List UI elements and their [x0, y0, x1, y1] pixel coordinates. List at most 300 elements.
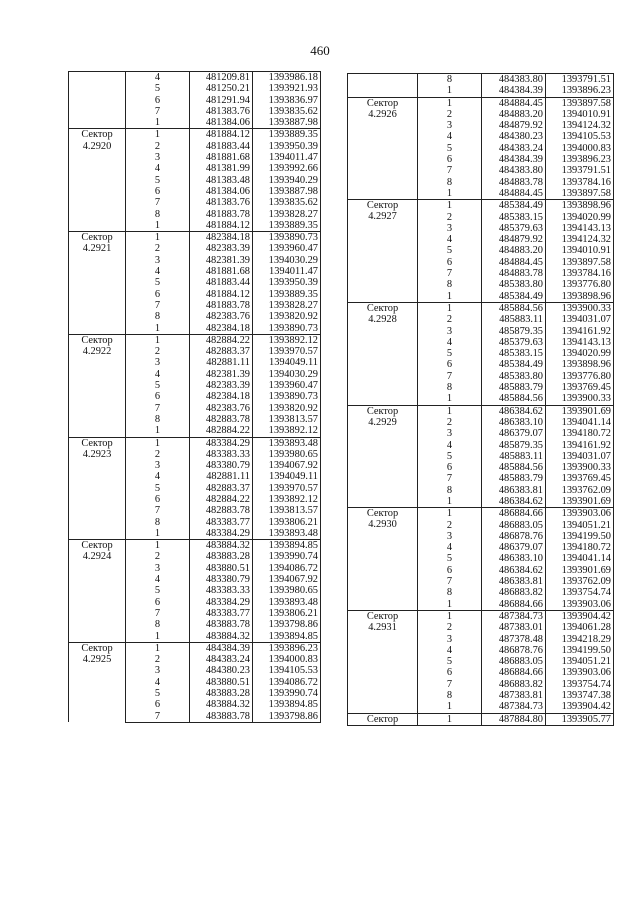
y-coordinate: 1393903.06	[546, 599, 614, 611]
point-number: 1	[126, 334, 190, 346]
point-number: 2	[418, 212, 482, 223]
y-coordinate: 1394020.99	[546, 348, 614, 359]
table-row	[69, 642, 321, 654]
y-coordinate: 1393970.57	[253, 346, 321, 357]
x-coordinate: 482881.11	[190, 357, 253, 368]
y-coordinate: 1393762.09	[546, 485, 614, 496]
point-number: 1	[418, 302, 482, 314]
y-coordinate: 1393835.62	[253, 197, 321, 208]
point-number: 5	[418, 143, 482, 154]
x-coordinate: 481383.76	[190, 106, 253, 117]
x-coordinate: 482881.11	[190, 471, 253, 482]
x-coordinate: 483884.32	[190, 540, 253, 552]
y-coordinate: 1394010.91	[546, 109, 614, 120]
x-coordinate: 485384.49	[482, 200, 546, 212]
x-coordinate: 481291.94	[190, 95, 253, 106]
point-number: 1	[418, 713, 482, 725]
point-number: 1	[126, 528, 190, 540]
x-coordinate: 482383.39	[190, 243, 253, 254]
point-number: 7	[418, 679, 482, 690]
x-coordinate: 487383.81	[482, 690, 546, 701]
point-number: 3	[126, 665, 190, 676]
point-number: 8	[418, 177, 482, 188]
point-number: 5	[418, 656, 482, 667]
point-number: 2	[418, 417, 482, 428]
y-coordinate: 1394000.83	[546, 143, 614, 154]
point-number: 2	[126, 551, 190, 562]
y-coordinate: 1394086.72	[253, 563, 321, 574]
y-coordinate: 1394067.92	[253, 574, 321, 585]
x-coordinate: 483883.78	[190, 711, 253, 723]
y-coordinate: 1393896.23	[546, 154, 614, 165]
x-coordinate: 484383.80	[482, 74, 546, 86]
point-number: 1	[126, 129, 190, 141]
x-coordinate: 483384.29	[190, 528, 253, 540]
sector-label: Сектор 4.2928	[348, 302, 418, 405]
y-coordinate: 1393900.33	[546, 462, 614, 473]
x-coordinate: 481383.76	[190, 197, 253, 208]
point-number: 1	[126, 642, 190, 654]
point-number: 5	[418, 245, 482, 256]
point-number: 8	[126, 517, 190, 528]
table-row	[348, 97, 614, 109]
point-number: 8	[126, 414, 190, 425]
point-number: 5	[126, 380, 190, 391]
sector-label: Сектор 4.2929	[348, 405, 418, 508]
y-coordinate: 1393813.57	[253, 505, 321, 516]
page-number: 460	[310, 43, 330, 58]
table-row	[348, 74, 614, 86]
x-coordinate: 485884.56	[482, 302, 546, 314]
y-coordinate: 1393828.27	[253, 300, 321, 311]
point-number: 4	[126, 72, 190, 84]
x-coordinate: 483883.78	[190, 619, 253, 630]
x-coordinate: 484383.80	[482, 165, 546, 176]
y-coordinate: 1394161.92	[546, 326, 614, 337]
sector-label	[69, 72, 126, 129]
point-number: 4	[418, 645, 482, 656]
point-number: 4	[126, 677, 190, 688]
x-coordinate: 486383.10	[482, 417, 546, 428]
x-coordinate: 482383.76	[190, 403, 253, 414]
y-coordinate: 1394000.83	[253, 654, 321, 665]
point-number: 1	[418, 496, 482, 508]
y-coordinate: 1393754.74	[546, 679, 614, 690]
point-number: 2	[126, 346, 190, 357]
point-number: 5	[126, 483, 190, 494]
y-coordinate: 1393892.12	[253, 334, 321, 346]
y-coordinate: 1393889.35	[253, 289, 321, 300]
y-coordinate: 1394180.72	[546, 542, 614, 553]
x-coordinate: 487378.48	[482, 634, 546, 645]
x-coordinate: 486884.66	[482, 508, 546, 520]
y-coordinate: 1393889.35	[253, 220, 321, 232]
x-coordinate: 481384.06	[190, 117, 253, 129]
point-number: 5	[126, 688, 190, 699]
table-row	[348, 610, 614, 622]
x-coordinate: 482384.18	[190, 391, 253, 402]
sector-label: Сектор 4.2926	[348, 97, 418, 200]
x-coordinate: 483380.79	[190, 460, 253, 471]
y-coordinate: 1393887.98	[253, 117, 321, 129]
y-coordinate: 1393887.98	[253, 186, 321, 197]
point-number: 5	[126, 175, 190, 186]
x-coordinate: 483884.32	[190, 631, 253, 643]
y-coordinate: 1394049.11	[253, 471, 321, 482]
x-coordinate: 481884.12	[190, 289, 253, 300]
point-number: 3	[126, 255, 190, 266]
x-coordinate: 481883.78	[190, 300, 253, 311]
y-coordinate: 1393901.69	[546, 496, 614, 508]
point-number: 1	[418, 97, 482, 109]
y-coordinate: 1393791.51	[546, 74, 614, 86]
y-coordinate: 1393747.38	[546, 690, 614, 701]
x-coordinate: 483880.51	[190, 563, 253, 574]
point-number: 2	[126, 654, 190, 665]
x-coordinate: 485883.79	[482, 473, 546, 484]
y-coordinate: 1393898.96	[546, 291, 614, 303]
x-coordinate: 483384.29	[190, 597, 253, 608]
x-coordinate: 484383.24	[482, 143, 546, 154]
x-coordinate: 486383.10	[482, 553, 546, 564]
y-coordinate: 1394124.32	[546, 120, 614, 131]
y-coordinate: 1393992.66	[253, 163, 321, 174]
point-number: 6	[418, 154, 482, 165]
y-coordinate: 1393890.73	[253, 323, 321, 335]
y-coordinate: 1394161.92	[546, 440, 614, 451]
point-number: 2	[418, 314, 482, 325]
sector-label: Сектор 4.2930	[348, 508, 418, 611]
x-coordinate: 481881.68	[190, 266, 253, 277]
x-coordinate: 485883.79	[482, 382, 546, 393]
x-coordinate: 486883.82	[482, 587, 546, 598]
x-coordinate: 484879.92	[482, 234, 546, 245]
y-coordinate: 1394180.72	[546, 428, 614, 439]
x-coordinate: 484883.20	[482, 109, 546, 120]
y-coordinate: 1393835.62	[253, 106, 321, 117]
x-coordinate: 481384.06	[190, 186, 253, 197]
point-number: 6	[126, 597, 190, 608]
point-number: 3	[418, 223, 482, 234]
y-coordinate: 1393950.39	[253, 277, 321, 288]
y-coordinate: 1394051.21	[546, 520, 614, 531]
table-row	[348, 302, 614, 314]
point-number: 2	[418, 109, 482, 120]
y-coordinate: 1393897.58	[546, 257, 614, 268]
table-row	[69, 334, 321, 346]
x-coordinate: 484384.39	[482, 85, 546, 97]
y-coordinate: 1394010.91	[546, 245, 614, 256]
x-coordinate: 484883.78	[482, 177, 546, 188]
x-coordinate: 484384.39	[190, 642, 253, 654]
point-number: 6	[126, 289, 190, 300]
point-number: 1	[126, 540, 190, 552]
y-coordinate: 1393813.57	[253, 414, 321, 425]
y-coordinate: 1394041.14	[546, 417, 614, 428]
point-number: 3	[418, 120, 482, 131]
point-number: 7	[126, 403, 190, 414]
point-number: 1	[418, 393, 482, 405]
y-coordinate: 1393836.97	[253, 95, 321, 106]
y-coordinate: 1393890.73	[253, 232, 321, 244]
point-number: 2	[126, 449, 190, 460]
point-number: 1	[126, 425, 190, 437]
y-coordinate: 1394049.11	[253, 357, 321, 368]
x-coordinate: 484883.78	[482, 268, 546, 279]
y-coordinate: 1394105.53	[546, 131, 614, 142]
y-coordinate: 1393897.58	[546, 188, 614, 200]
x-coordinate: 483380.79	[190, 574, 253, 585]
point-number: 3	[418, 634, 482, 645]
point-number: 6	[126, 391, 190, 402]
point-number: 7	[418, 371, 482, 382]
y-coordinate: 1393990.74	[253, 688, 321, 699]
y-coordinate: 1393986.18	[253, 72, 321, 84]
point-number: 4	[418, 440, 482, 451]
y-coordinate: 1393896.23	[546, 85, 614, 97]
y-coordinate: 1394011.47	[253, 266, 321, 277]
y-coordinate: 1393900.33	[546, 302, 614, 314]
x-coordinate: 481209.81	[190, 72, 253, 84]
table-row	[348, 200, 614, 212]
point-number: 7	[126, 197, 190, 208]
point-number: 5	[126, 83, 190, 94]
x-coordinate: 481883.44	[190, 277, 253, 288]
sector-label: Сектор	[348, 713, 418, 725]
x-coordinate: 484884.45	[482, 97, 546, 109]
y-coordinate: 1394143.13	[546, 337, 614, 348]
y-coordinate: 1394086.72	[253, 677, 321, 688]
x-coordinate: 487884.80	[482, 713, 546, 725]
x-coordinate: 486383.81	[482, 576, 546, 587]
sector-label: Сектор 4.2931	[348, 610, 418, 713]
y-coordinate: 1393896.23	[253, 642, 321, 654]
y-coordinate: 1394030.29	[253, 369, 321, 380]
x-coordinate: 483883.28	[190, 688, 253, 699]
point-number: 5	[418, 451, 482, 462]
y-coordinate: 1393980.65	[253, 449, 321, 460]
y-coordinate: 1394011.47	[253, 152, 321, 163]
x-coordinate: 483884.32	[190, 699, 253, 710]
x-coordinate: 481884.12	[190, 220, 253, 232]
point-number: 6	[126, 186, 190, 197]
y-coordinate: 1393762.09	[546, 576, 614, 587]
x-coordinate: 483883.28	[190, 551, 253, 562]
y-coordinate: 1393905.77	[546, 713, 614, 725]
x-coordinate: 486883.05	[482, 656, 546, 667]
x-coordinate: 481381.99	[190, 163, 253, 174]
y-coordinate: 1393892.12	[253, 494, 321, 505]
point-number: 7	[418, 576, 482, 587]
y-coordinate: 1393980.65	[253, 585, 321, 596]
y-coordinate: 1394061.28	[546, 622, 614, 633]
y-coordinate: 1393990.74	[253, 551, 321, 562]
y-coordinate: 1393791.51	[546, 165, 614, 176]
point-number: 1	[126, 323, 190, 335]
point-number: 1	[418, 405, 482, 417]
x-coordinate: 483384.29	[190, 437, 253, 449]
point-number: 1	[418, 291, 482, 303]
point-number: 1	[126, 220, 190, 232]
point-number: 1	[418, 508, 482, 520]
x-coordinate: 481250.21	[190, 83, 253, 94]
x-coordinate: 482383.76	[190, 311, 253, 322]
y-coordinate: 1393901.69	[546, 565, 614, 576]
x-coordinate: 483383.77	[190, 517, 253, 528]
y-coordinate: 1393950.39	[253, 141, 321, 152]
y-coordinate: 1393903.06	[546, 667, 614, 678]
y-coordinate: 1394031.07	[546, 451, 614, 462]
y-coordinate: 1393900.33	[546, 393, 614, 405]
point-number: 4	[418, 131, 482, 142]
point-number: 4	[126, 163, 190, 174]
y-coordinate: 1393898.96	[546, 200, 614, 212]
point-number: 8	[126, 311, 190, 322]
x-coordinate: 486884.66	[482, 667, 546, 678]
x-coordinate: 483880.51	[190, 677, 253, 688]
point-number: 6	[418, 565, 482, 576]
point-number: 6	[126, 699, 190, 710]
point-number: 4	[126, 471, 190, 482]
x-coordinate: 484383.24	[190, 654, 253, 665]
y-coordinate: 1393894.85	[253, 699, 321, 710]
x-coordinate: 484883.20	[482, 245, 546, 256]
point-number: 8	[418, 382, 482, 393]
point-number: 7	[126, 505, 190, 516]
point-number: 7	[418, 473, 482, 484]
point-number: 4	[418, 337, 482, 348]
x-coordinate: 481383.48	[190, 175, 253, 186]
x-coordinate: 482384.18	[190, 323, 253, 335]
x-coordinate: 486384.62	[482, 405, 546, 417]
x-coordinate: 482884.22	[190, 334, 253, 346]
point-number: 6	[418, 359, 482, 370]
table-row	[348, 713, 614, 725]
point-number: 5	[418, 348, 482, 359]
y-coordinate: 1393784.16	[546, 177, 614, 188]
x-coordinate: 482883.37	[190, 346, 253, 357]
x-coordinate: 486878.76	[482, 645, 546, 656]
coordinates-table-left	[68, 71, 321, 723]
sector-label: Сектор 4.2927	[348, 200, 418, 303]
y-coordinate: 1393904.42	[546, 701, 614, 713]
x-coordinate: 485884.56	[482, 462, 546, 473]
y-coordinate: 1394124.32	[546, 234, 614, 245]
x-coordinate: 487384.73	[482, 701, 546, 713]
x-coordinate: 485879.35	[482, 440, 546, 451]
y-coordinate: 1393904.42	[546, 610, 614, 622]
sector-label: Сектор 4.2923	[69, 437, 126, 540]
y-coordinate: 1393960.47	[253, 380, 321, 391]
point-number: 3	[126, 357, 190, 368]
sector-label	[348, 74, 418, 98]
y-coordinate: 1393828.27	[253, 209, 321, 220]
table-row	[69, 540, 321, 552]
x-coordinate: 486379.07	[482, 428, 546, 439]
point-number: 6	[418, 667, 482, 678]
point-number: 2	[418, 520, 482, 531]
x-coordinate: 483383.77	[190, 608, 253, 619]
x-coordinate: 482883.78	[190, 414, 253, 425]
point-number: 1	[418, 610, 482, 622]
x-coordinate: 486883.82	[482, 679, 546, 690]
point-number: 4	[126, 574, 190, 585]
point-number: 7	[418, 165, 482, 176]
point-number: 2	[126, 141, 190, 152]
y-coordinate: 1394199.50	[546, 531, 614, 542]
point-number: 1	[126, 232, 190, 244]
y-coordinate: 1393784.16	[546, 268, 614, 279]
point-number: 8	[418, 690, 482, 701]
y-coordinate: 1393921.93	[253, 83, 321, 94]
y-coordinate: 1394199.50	[546, 645, 614, 656]
point-number: 3	[418, 531, 482, 542]
x-coordinate: 482884.22	[190, 494, 253, 505]
x-coordinate: 482383.39	[190, 380, 253, 391]
x-coordinate: 481881.68	[190, 152, 253, 163]
point-number: 4	[418, 542, 482, 553]
point-number: 8	[126, 209, 190, 220]
point-number: 1	[126, 437, 190, 449]
x-coordinate: 485383.80	[482, 279, 546, 290]
x-coordinate: 486384.62	[482, 496, 546, 508]
point-number: 8	[418, 279, 482, 290]
y-coordinate: 1393893.48	[253, 597, 321, 608]
point-number: 2	[126, 243, 190, 254]
sector-label: Сектор 4.2922	[69, 334, 126, 437]
x-coordinate: 481883.44	[190, 141, 253, 152]
y-coordinate: 1393769.45	[546, 382, 614, 393]
x-coordinate: 485879.35	[482, 326, 546, 337]
x-coordinate: 485384.49	[482, 291, 546, 303]
x-coordinate: 487384.73	[482, 610, 546, 622]
point-number: 1	[418, 599, 482, 611]
x-coordinate: 482883.78	[190, 505, 253, 516]
point-number: 1	[126, 631, 190, 643]
table-row	[69, 129, 321, 141]
x-coordinate: 484380.23	[482, 131, 546, 142]
x-coordinate: 484380.23	[190, 665, 253, 676]
point-number: 3	[126, 563, 190, 574]
point-number: 3	[418, 326, 482, 337]
x-coordinate: 486384.62	[482, 565, 546, 576]
coordinates-table-right	[347, 73, 614, 726]
table-row	[348, 508, 614, 520]
x-coordinate: 484879.92	[482, 120, 546, 131]
x-coordinate: 487383.01	[482, 622, 546, 633]
table-row	[69, 437, 321, 449]
y-coordinate: 1393903.06	[546, 508, 614, 520]
x-coordinate: 485884.56	[482, 393, 546, 405]
x-coordinate: 482884.22	[190, 425, 253, 437]
sector-label: Сектор 4.2920	[69, 129, 126, 232]
point-number: 7	[126, 608, 190, 619]
y-coordinate: 1394143.13	[546, 223, 614, 234]
y-coordinate: 1393893.48	[253, 437, 321, 449]
y-coordinate: 1394041.14	[546, 553, 614, 564]
y-coordinate: 1393960.47	[253, 243, 321, 254]
x-coordinate: 485383.80	[482, 371, 546, 382]
y-coordinate: 1394030.29	[253, 255, 321, 266]
x-coordinate: 482883.37	[190, 483, 253, 494]
x-coordinate: 485379.63	[482, 337, 546, 348]
point-number: 1	[418, 85, 482, 97]
y-coordinate: 1393897.58	[546, 97, 614, 109]
y-coordinate: 1393894.85	[253, 631, 321, 643]
y-coordinate: 1394105.53	[253, 665, 321, 676]
point-number: 1	[418, 188, 482, 200]
x-coordinate: 481884.12	[190, 129, 253, 141]
